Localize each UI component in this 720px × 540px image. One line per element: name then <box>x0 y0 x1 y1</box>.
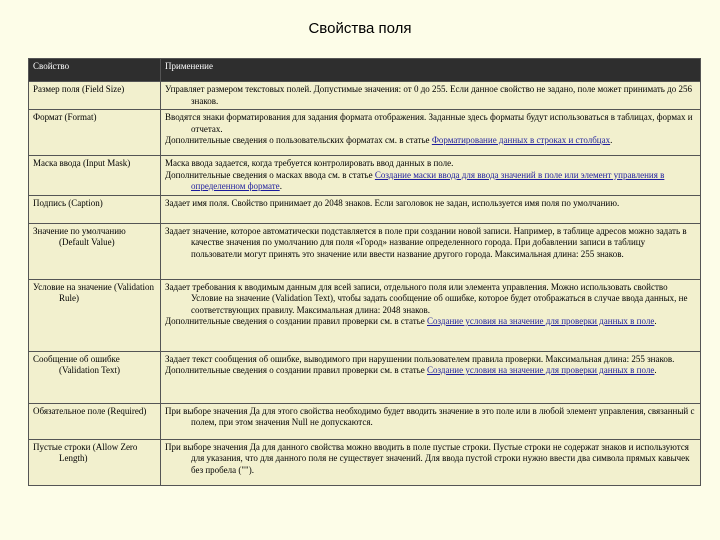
usage-paragraph <box>165 198 696 210</box>
table-row <box>29 279 701 351</box>
property-name: Условие на значение (Validation Rule) <box>33 281 155 303</box>
usage-paragraph <box>165 406 696 429</box>
property-usage-cell <box>161 279 701 351</box>
article-link[interactable]: Создание условия на значение для проверки данных в поле <box>427 316 655 326</box>
usage-text: Задает текст сообщения об ошибке, выводимого при нарушении пользователем правила проверки. Максимальная длина: 255 знаков. <box>165 353 675 364</box>
property-usage-cell <box>161 223 701 279</box>
usage-paragraph <box>165 112 696 135</box>
usage-paragraph <box>165 84 696 107</box>
table-row <box>29 195 701 223</box>
property-name-cell <box>29 195 161 223</box>
table-row <box>29 223 701 279</box>
table-row <box>29 403 701 439</box>
usage-paragraph <box>165 442 696 477</box>
usage-paragraph <box>165 158 696 170</box>
usage-paragraph <box>165 226 696 261</box>
usage-text: Задает имя поля. Свойство принимает до 2048 знаков. Если заголовок не задан, используется имя поля по умолчанию. <box>165 197 620 208</box>
property-name-cell <box>29 439 161 485</box>
property-usage-cell <box>161 439 701 485</box>
property-name: Подпись (Caption) <box>33 197 103 208</box>
property-usage-cell <box>161 351 701 403</box>
property-usage-cell <box>161 156 701 196</box>
usage-text: Вводятся знаки форматирования для задания формата отображения. Заданные здесь форматы будут использоваться в таблицах, формах и отчетах. <box>165 112 693 134</box>
table-row <box>29 82 701 110</box>
usage-paragraph <box>165 365 696 377</box>
usage-text: . <box>279 181 282 191</box>
properties-table <box>28 58 701 486</box>
table-row <box>29 156 701 196</box>
property-usage-cell <box>161 82 701 110</box>
property-name: Сообщение об ошибке (Validation Text) <box>33 353 120 375</box>
header-usage: Применение <box>161 59 701 82</box>
usage-text: При выборе значения Да для данного свойства можно вводить в поле пустые строки. Пустые строки не содержат знаков и используются для указания, что для данного поля не существует значений. Для ввода пустой строки нужно ввести два символа прямых кавычек без пробела (""). <box>165 441 690 475</box>
usage-text: . <box>610 135 613 145</box>
usage-paragraph <box>165 316 696 328</box>
property-name: Обязательное поле (Required) <box>33 405 147 416</box>
property-name-cell <box>29 82 161 110</box>
property-name-cell <box>29 403 161 439</box>
property-name: Формат (Format) <box>33 112 97 122</box>
usage-text: Задает значение, которое автоматически подставляется в поле при создании новой записи. Например, в таблице адресов можно задать в качестве значения по умолчанию для поля «Город» название определенного города. При добавлении записи в таблицу пользователи могут принять это значение или ввести название другого города. Максимальная длина: 255 знаков. <box>165 225 687 259</box>
property-name-cell <box>29 351 161 403</box>
property-name: Размер поля (Field Size) <box>33 84 125 94</box>
table-row <box>29 439 701 485</box>
property-name: Пустые строки (Allow Zero Length) <box>33 441 138 463</box>
property-name-cell <box>29 223 161 279</box>
usage-text: Дополнительные сведения о пользовательских форматах см. в статье <box>165 135 432 145</box>
page-title: Свойства поля <box>308 20 412 37</box>
usage-text: При выборе значения Да для этого свойства необходимо будет вводить значение в это поле или в любой элемент управления, связанный с полем, при этом значения Null не допускаются. <box>165 405 695 427</box>
table-row <box>29 351 701 403</box>
usage-paragraph <box>165 354 696 366</box>
header-property: Свойство <box>29 59 161 82</box>
table-header-row <box>29 59 701 82</box>
article-link[interactable]: Создание условия на значение для проверки данных в поле <box>427 365 655 375</box>
article-link[interactable]: Создание маски ввода для ввода значений в поле или элемент управления в определенном формате <box>191 169 665 191</box>
usage-text: Задает требования к вводимым данным для всей записи, отдельного поля или элемента управления. Можно использовать свойство Условие на значение (Validation Text), чтобы задать сообщение об ошибке, которое будет отображаться в случае ввода данных, не соответствующих правилу. Максимальная длина: 2048 знаков. <box>165 281 688 315</box>
usage-text: . <box>654 365 657 375</box>
table-row <box>29 110 701 156</box>
property-usage-cell <box>161 403 701 439</box>
property-name-cell <box>29 156 161 196</box>
property-name: Значение по умолчанию (Default Value) <box>33 225 126 247</box>
usage-paragraph <box>165 282 696 317</box>
article-link[interactable]: Форматирование данных в строках и столбцах <box>431 135 611 145</box>
usage-text: Маска ввода задается, когда требуется контролировать ввод данных в поле. <box>165 158 454 168</box>
property-name: Маска ввода (Input Mask) <box>33 158 131 168</box>
table-body <box>29 82 701 486</box>
property-usage-cell <box>161 195 701 223</box>
property-name-cell <box>29 110 161 156</box>
property-usage-cell <box>161 110 701 156</box>
usage-text: Дополнительные сведения о масках ввода см. в статье <box>165 169 375 180</box>
usage-text: Дополнительные сведения о создании правил проверки см. в статье <box>165 365 428 375</box>
usage-text: . <box>654 316 657 326</box>
property-name-cell <box>29 279 161 351</box>
usage-paragraph <box>165 135 696 147</box>
usage-text: Управляет размером текстовых полей. Допустимые значения: от 0 до 255. Если данное свойство не задано, поле может принимать до 256 знаков. <box>165 84 692 106</box>
usage-text: Дополнительные сведения о создании правил проверки см. в статье <box>165 316 428 326</box>
usage-paragraph <box>165 170 696 193</box>
